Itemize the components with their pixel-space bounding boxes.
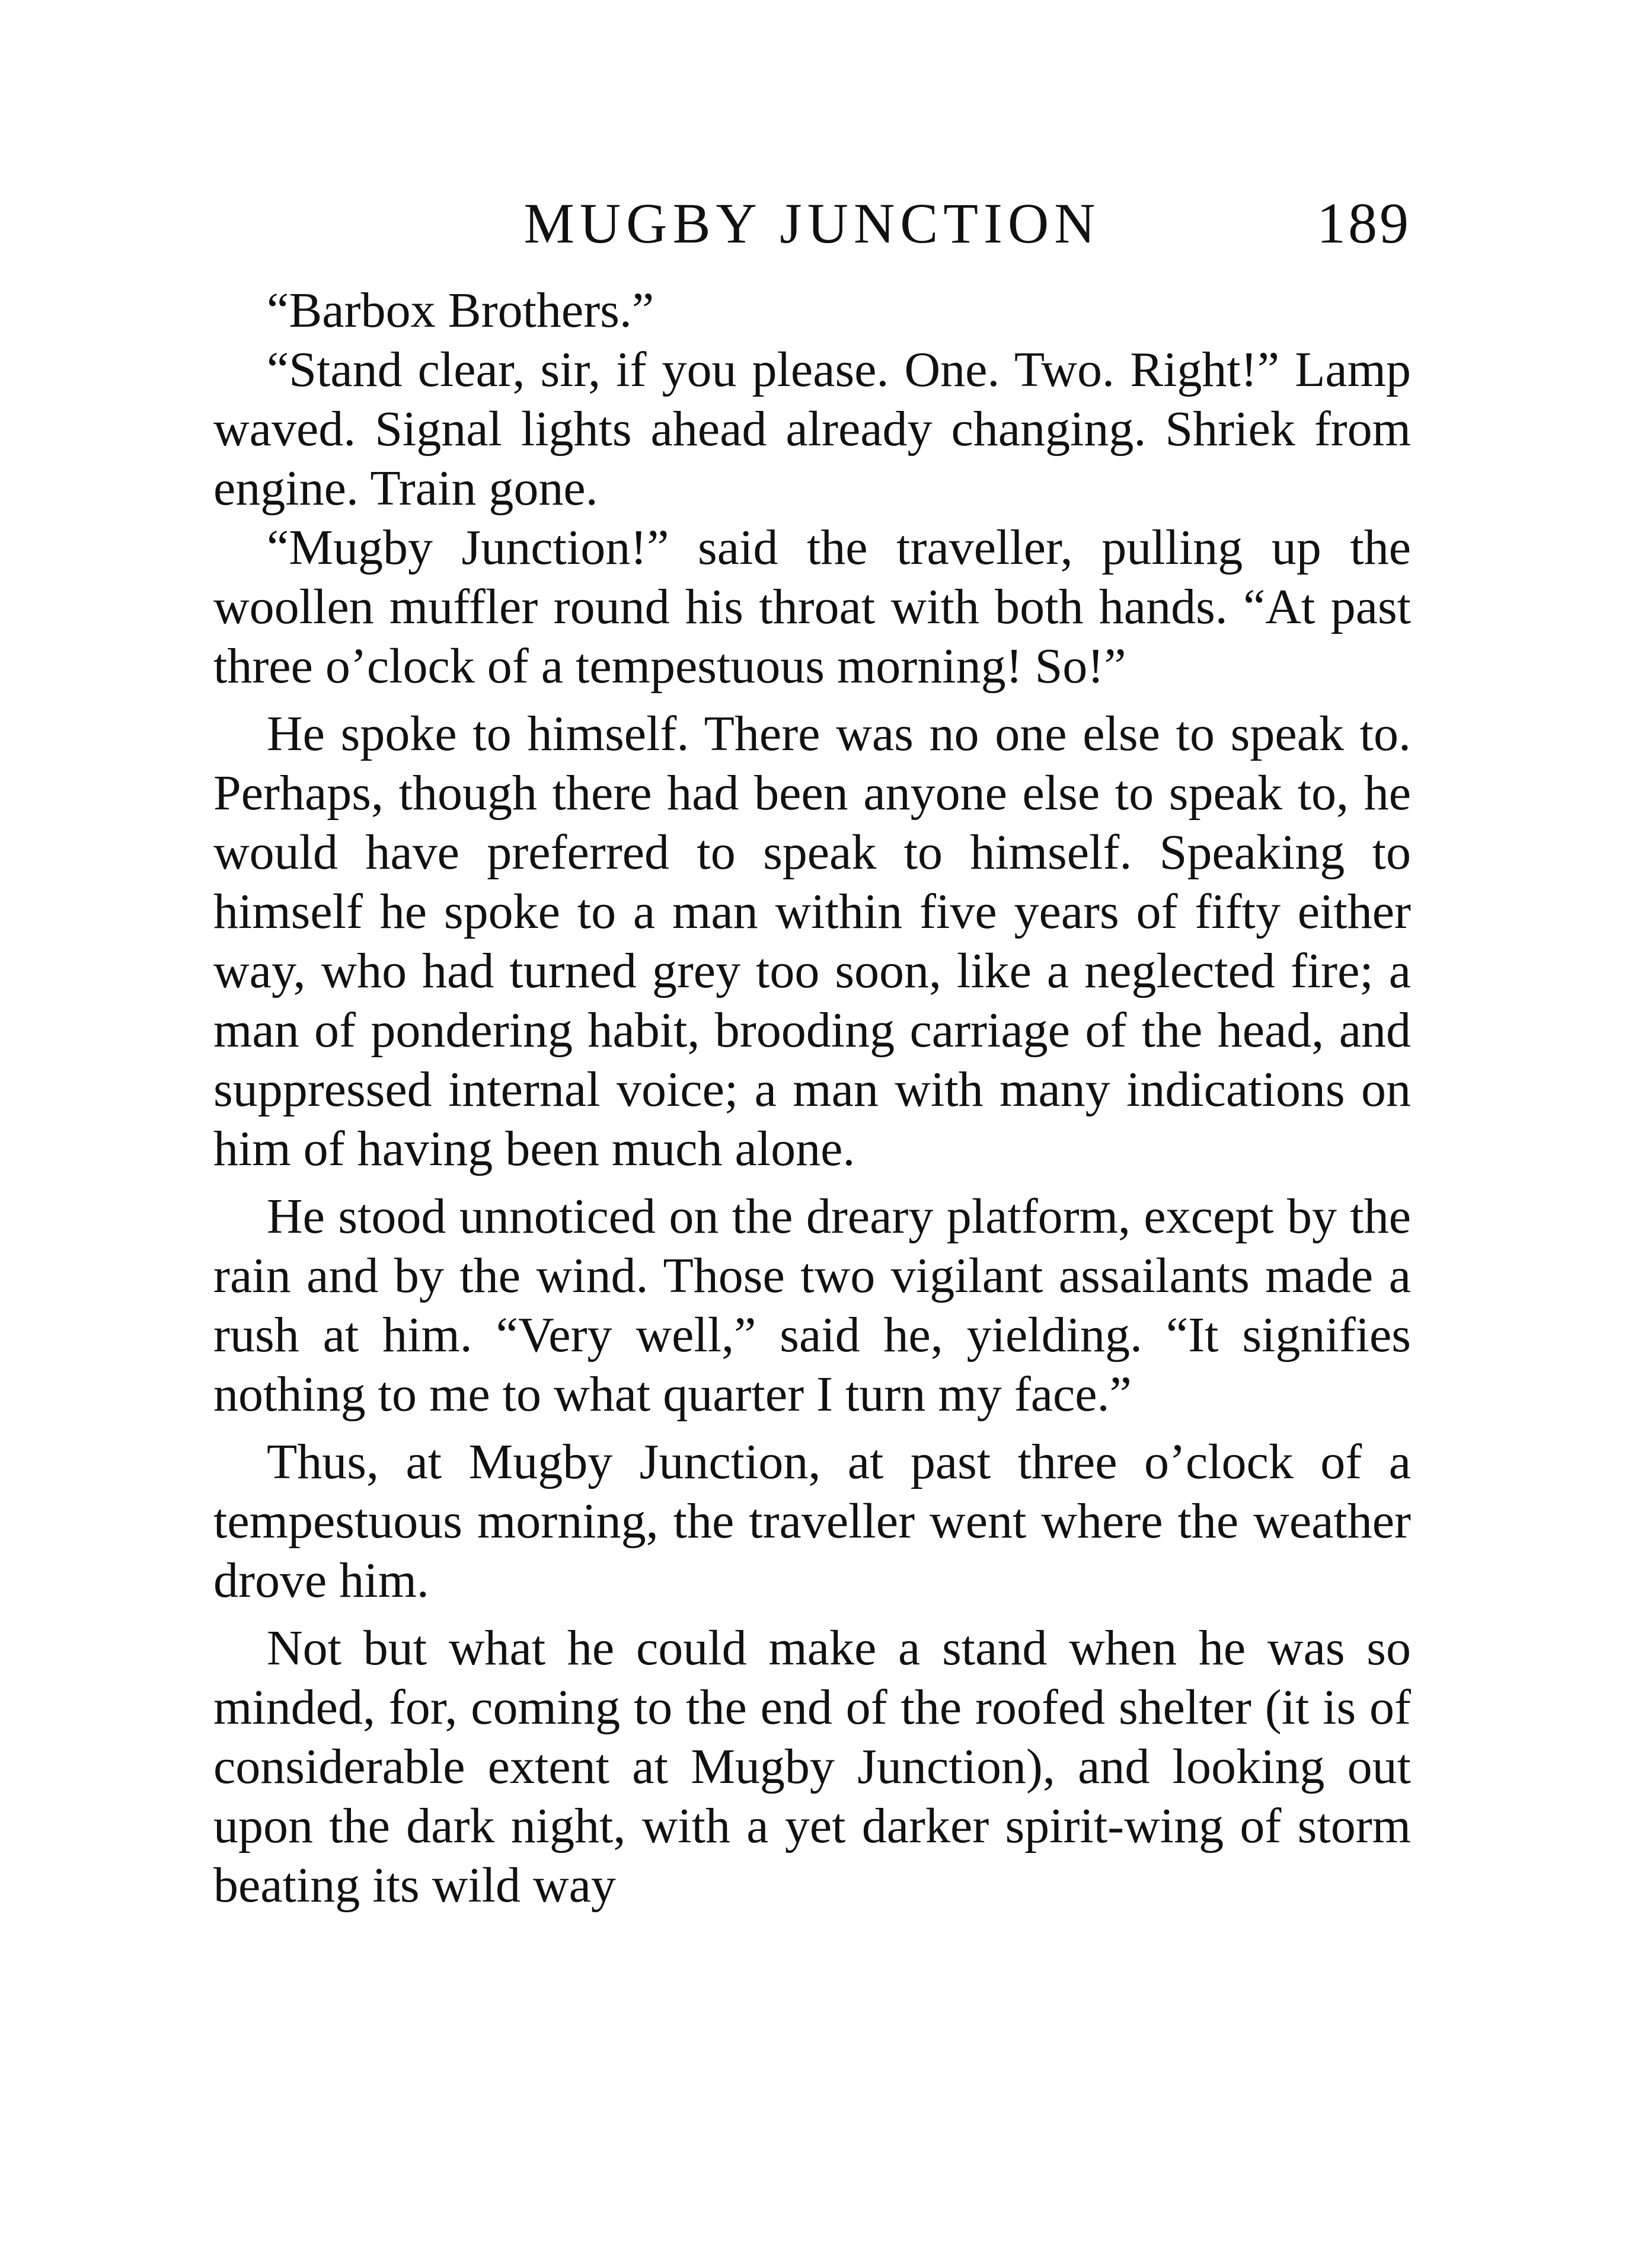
paragraph-stand-clear: “Stand clear, sir, if you please. One. Two. Right!” Lamp waved. Signal lights ahead already changing. Shriek from engine. Train gone. <box>213 342 1411 516</box>
paragraph-thus: Thus, at Mugby Junction, at past three o’clock of a tempestuous morning, the traveller went where the weather drove him. <box>213 1434 1411 1608</box>
paragraph-spoke-to-himself: He spoke to himself. There was no one else to speak to. Perhaps, though there had been anyone else to speak to, he would have preferred to speak to himself. Speaking to himself he spoke to a man within five years of fifty either way, who had turned grey too soon, like a neglected fire; a man of pondering habit, brooding carriage of the head, and suppressed internal voice; a man with many indications on him of having been much alone. <box>213 706 1411 1176</box>
running-title: MUGBY JUNCTION <box>523 192 1101 255</box>
running-head <box>213 191 1411 274</box>
paragraph-stood-unnoticed: He stood unnoticed on the dreary platform, except by the rain and by the wind. Those two vigilant assailants made a rush at him. “Very well,” said he, yielding. “It signifies nothing to me to what quarter I turn my face.” <box>213 1189 1411 1422</box>
paragraph-not-but-what: Not but what he could make a stand when he was so minded, for, coming to the end of the roofed shelter (it is of considerable extent at Mugby Junction), and looking out upon the dark night, with a yet darker spirit-wing of storm beating its wild way <box>213 1621 1411 1913</box>
paragraph-barbox-brothers: “Barbox Brothers.” <box>267 283 654 338</box>
paragraph-mugby-junction: “Mugby Junction!” said the traveller, pulling up the woollen muffler round his throat with both hands. “At past three o’clock of a tempestuous morning! So!” <box>213 520 1411 694</box>
body-text <box>213 281 1411 1915</box>
page-number: 189 <box>1317 192 1411 256</box>
